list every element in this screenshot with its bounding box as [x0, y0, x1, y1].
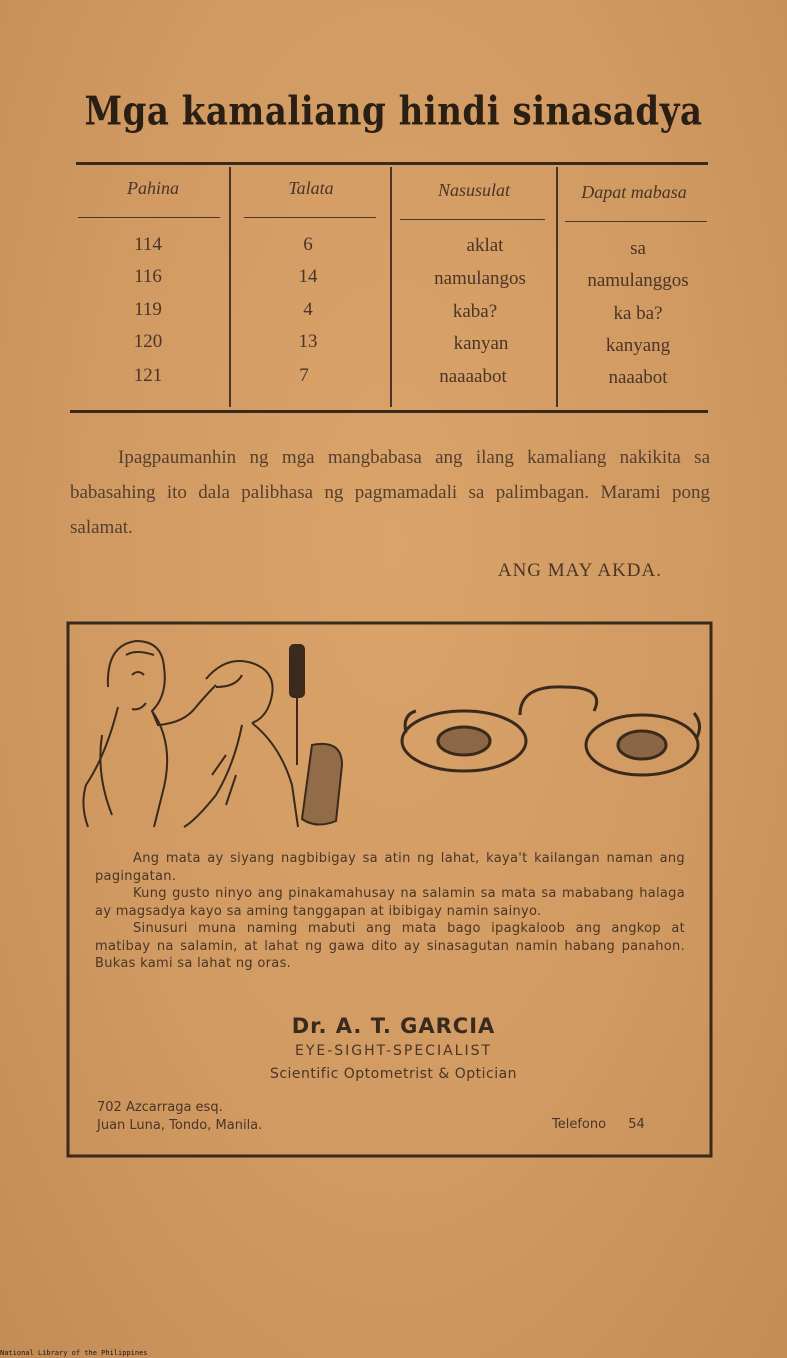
ad-paragraph: Kung gusto ninyo ang pinakamahusay na salamin sa mata sa mababang halaga ay magsadya kayo sa aming tanggapan at ibibigay namin sainyo.	[95, 886, 685, 919]
library-credit: National Library of the Philippines	[0, 1349, 148, 1357]
table-bottom-rule	[70, 410, 708, 413]
doctor-description: Scientific Optometrist & Optician	[269, 1066, 518, 1082]
table-cell: naaabot	[608, 367, 668, 388]
table-divider-1	[229, 167, 231, 407]
table-cell: namulanggos	[587, 270, 689, 291]
table-cell: 6	[303, 234, 313, 255]
author-signature: ANG MAY AKDA.	[497, 560, 662, 581]
table-divider-2	[390, 167, 392, 407]
table-cell: 7	[299, 365, 309, 386]
eyeglasses-illustration	[402, 687, 700, 775]
table-cell: kanyan	[453, 333, 509, 354]
header-underline-4	[565, 221, 707, 222]
advertisement-text	[95, 850, 685, 973]
header-underline-2	[244, 217, 376, 218]
address-line-1: 702 Azcarraga esq.	[97, 1100, 223, 1115]
table-header-pahina: Pahina	[127, 178, 179, 198]
doctor-role: EYE-SIGHT-SPECIALIST	[294, 1043, 493, 1059]
table-cell: 119	[134, 299, 162, 320]
table-cell: 13	[298, 331, 318, 352]
clinic-phone: Telefono 54	[552, 1117, 645, 1132]
page-title: Mga kamaliang hindi sinasadya	[84, 89, 703, 135]
table-cell: 116	[134, 266, 162, 287]
table-cell: 114	[134, 234, 162, 255]
table-cell: 14	[298, 266, 318, 287]
table-cell: 120	[133, 331, 163, 352]
table-header-nasusulat: Nasusulat	[437, 180, 511, 200]
table-cell: ka ba?	[613, 303, 663, 324]
clinic-address	[97, 1099, 262, 1135]
table-cell: 4	[303, 299, 313, 320]
optometrist-illustration	[83, 641, 342, 827]
table-cell: naaaabot	[439, 366, 507, 387]
table-cell: kanyang	[605, 335, 671, 356]
table-header-dapat-mabasa: Dapat mabasa	[581, 182, 687, 202]
table-cell: aklat	[466, 235, 504, 256]
table-cell: kaba?	[452, 301, 498, 322]
header-underline-3	[400, 219, 545, 220]
table-cell: namulangos	[434, 268, 526, 289]
ad-paragraph: Sinusuri muna naming mabuti ang mata bago ipagkaloob ang angkop at matibay na salamin, at lahat ng gawa dito ay sinasagutan namin habang panahon. Bukas kami sa lahat ng oras.	[95, 921, 685, 971]
address-line-2: Juan Luna, Tondo, Manila.	[97, 1118, 263, 1133]
apology-note: Ipagpaumanhin ng mga mangbabasa ang ilang kamaliang nakikita sa babasahing ito dala palibhasa ng pagmamadali sa palimbagan. Marami pong salamat.	[70, 447, 710, 538]
header-underline-1	[78, 217, 220, 218]
ad-paragraph: Ang mata ay siyang nagbibigay sa atin ng lahat, kaya't kailangan naman ang pagingatan.	[95, 851, 685, 884]
table-cell: 121	[133, 365, 163, 386]
table-header-talata: Talata	[288, 178, 334, 198]
doctor-name: Dr. A. T. GARCIA	[291, 1014, 496, 1038]
table-top-rule	[76, 162, 708, 165]
table-cell: sa	[630, 238, 646, 259]
